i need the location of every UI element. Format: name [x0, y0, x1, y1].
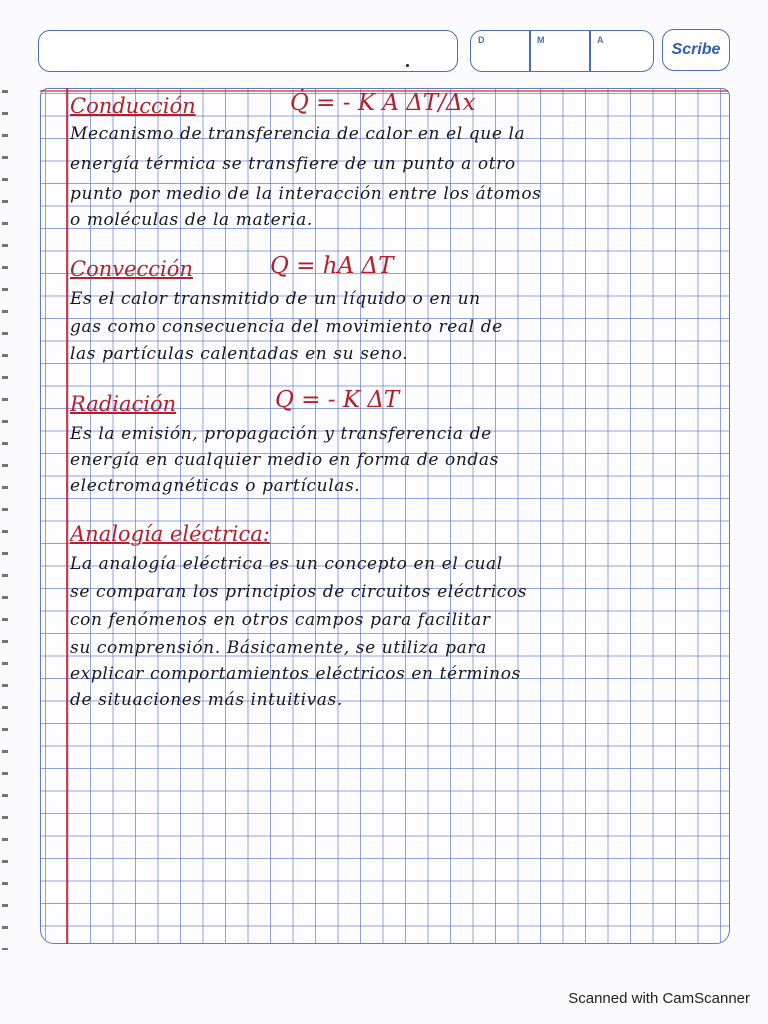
text-line: Es el calor transmitido de un líquido o en un [70, 289, 481, 309]
formula-conduccion: Q̇ = - K A ΔT/Δx [290, 90, 476, 116]
section-title-conveccion: Convección [70, 257, 193, 281]
brand-logo [662, 29, 730, 71]
formula-radiacion: Q = - K ΔT [275, 387, 400, 413]
text-line: energía en cualquier medio en forma de ondas [70, 450, 499, 470]
text-line: electromagnéticas o partículas. [70, 476, 361, 496]
section-title-conduccion: Conducción [70, 94, 196, 118]
text-line: o moléculas de la materia. [70, 210, 313, 230]
formula-conveccion: Q = hA ΔT [270, 253, 394, 279]
text-line: su comprensión. Básicamente, se utiliza para [70, 638, 487, 658]
text-line: punto por medio de la interacción entre los átomos [70, 184, 542, 204]
date-day-label: D [478, 35, 485, 45]
header-name-field [38, 30, 458, 72]
date-field [470, 30, 654, 72]
text-line: Mecanismo de transferencia de calor en el que la [70, 124, 526, 144]
date-month-label: M [537, 35, 545, 45]
text-line: explicar comportamientos eléctricos en términos [70, 664, 521, 684]
text-line: energía térmica se transfiere de un punto a otro [70, 154, 516, 174]
scanner-watermark: Scanned with CamScanner [568, 990, 750, 1007]
text-line: las partículas calentadas en su seno. [70, 344, 409, 364]
text-line: de situaciones más intuitivas. [70, 690, 343, 710]
spiral-binding [2, 90, 8, 950]
text-line: gas como consecuencia del movimiento real de [70, 317, 503, 337]
section-title-radiacion: Radiación [70, 392, 177, 416]
date-year-label: A [597, 35, 604, 45]
left-margin-line [66, 88, 68, 944]
ink-dot [406, 64, 409, 67]
date-divider [529, 31, 531, 71]
text-line: La analogía eléctrica es un concepto en el cual [70, 554, 503, 574]
date-divider [589, 31, 591, 71]
section-title-analogia: Analogía eléctrica: [70, 522, 270, 546]
text-line: se comparan los principios de circuitos eléctricos [70, 582, 528, 602]
brand-name: Scribe [671, 41, 721, 58]
text-line: Es la emisión, propagación y transferencia de [70, 424, 492, 444]
text-line: con fenómenos en otros campos para facilitar [70, 610, 491, 630]
